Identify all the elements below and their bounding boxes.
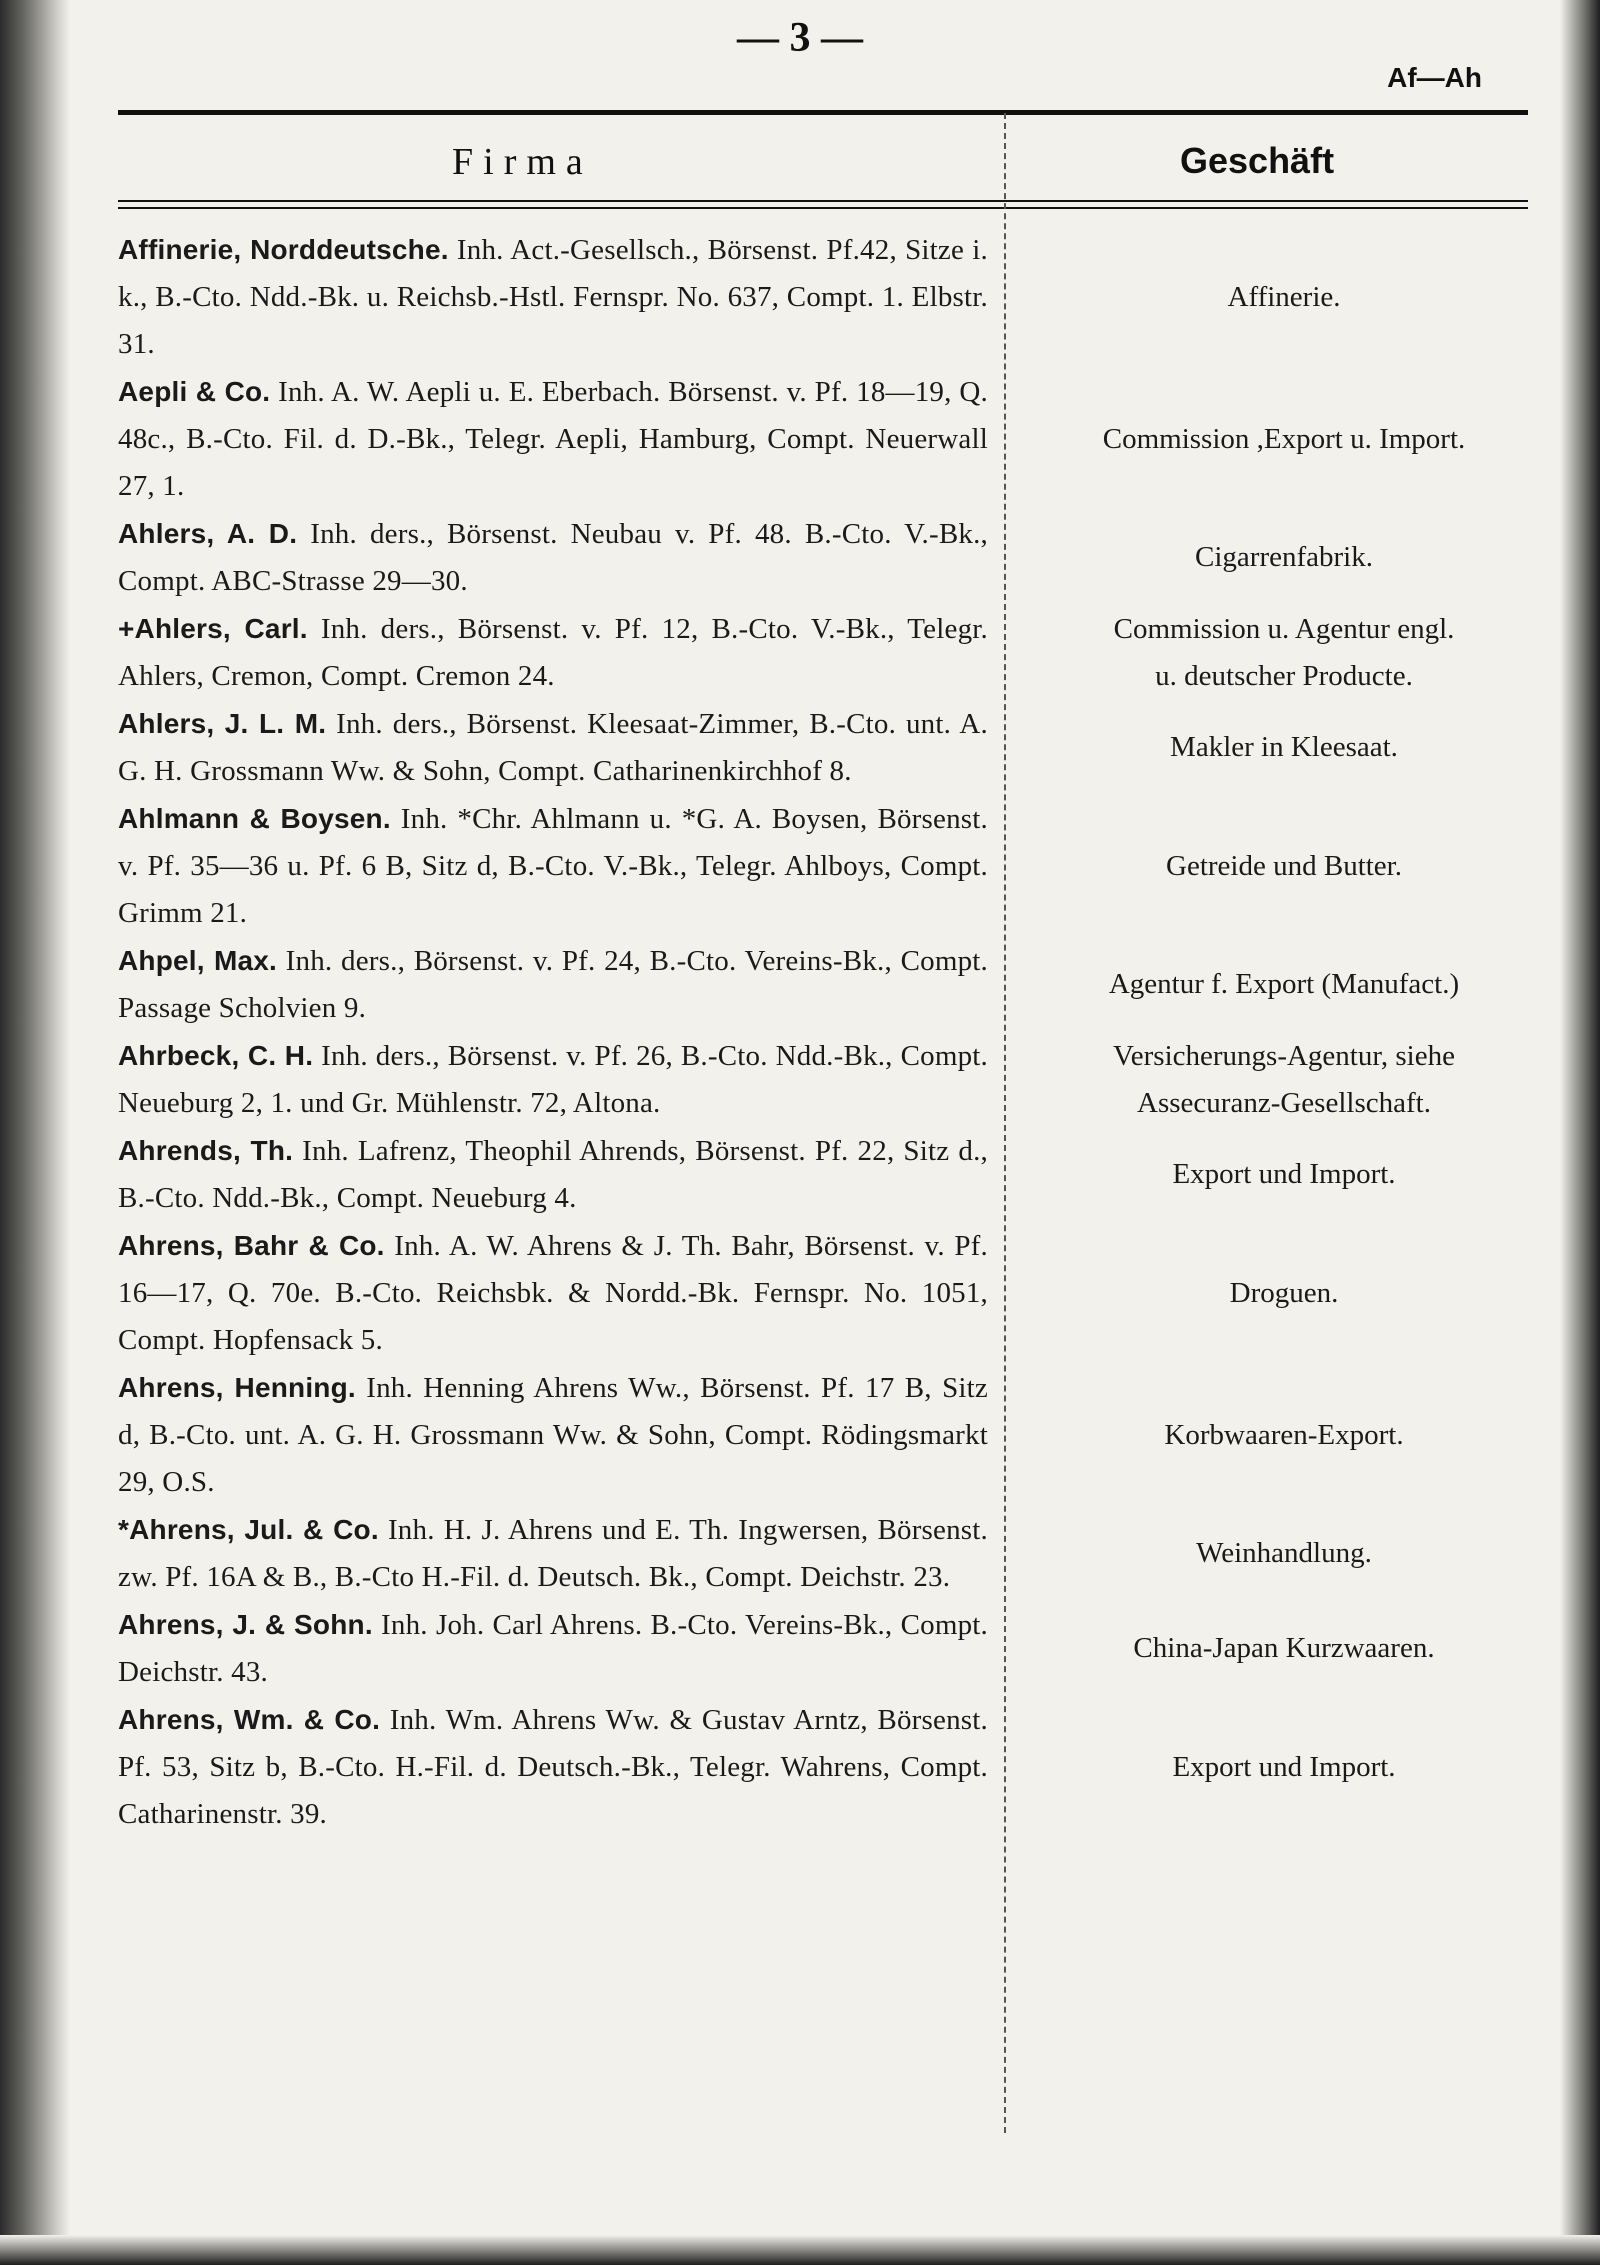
firm-cell (118, 510, 988, 605)
business-cell (1034, 700, 1534, 795)
business-line: Affinerie. (1227, 280, 1341, 313)
firm-cell (118, 605, 988, 700)
firm-name: Aepli & Co. (118, 376, 271, 407)
business-line: China-Japan Kurzwaaren. (1133, 1632, 1435, 1664)
alphabetical-range: Af—Ah (1387, 62, 1482, 93)
firm-details: Inh. Henning Ahrens Ww., Börsenst. Pf. 17 B, Sitz d, B.-Cto. unt. A. G. H. Grossmann Ww. & Sohn, Compt. Rödingsmarkt 29, O.S. (118, 1372, 988, 1498)
firm-cell (118, 1222, 988, 1364)
business-cell (1034, 795, 1534, 937)
firm-name: Ahrends, Th. (118, 1135, 294, 1166)
scan-edge-left (0, 0, 70, 2265)
column-header-firma: Firma (452, 141, 593, 183)
firm-name: Ahlers, J. L. M. (118, 708, 327, 739)
firm-cell (118, 1696, 988, 1838)
firm-cell (118, 700, 988, 795)
directory-entry (118, 937, 1600, 1032)
business-cell (1034, 1601, 1534, 1696)
business-cell (1034, 1506, 1534, 1601)
business-cell (1034, 937, 1534, 1032)
firm-cell (118, 795, 988, 937)
business-cell (1034, 1364, 1534, 1506)
firm-cell (118, 1127, 988, 1222)
directory-entry (118, 226, 1600, 368)
business-line: Commission ,Export u. Import. (1102, 422, 1466, 455)
directory-entry (118, 510, 1600, 605)
firm-name: Ahpel, Max. (118, 945, 277, 976)
scan-edge-bottom (0, 2235, 1600, 2265)
top-rule (118, 110, 1528, 115)
firm-details: Inh. A. W. Aepli u. E. Eberbach. Börsenst. v. Pf. 18—19, Q. 48c., B.-Cto. Fil. d. D.-Bk., Telegr. Aepli, Hamburg, Compt. Neuerwall 27, 1. (118, 376, 988, 502)
business-cell (1034, 368, 1534, 510)
column-header-geschaeft: Geschäft (1180, 140, 1335, 181)
firm-details: Inh. H. J. Ahrens und E. Th. Ingwersen, Börsenst. zw. Pf. 16A & B., B.-Cto H.-Fil. d. Deutsch. Bk., Compt. Deichstr. 23. (118, 1514, 989, 1593)
firm-name: *Ahrens, Jul. & Co. (118, 1514, 379, 1545)
directory-entry (118, 1364, 1600, 1506)
firm-cell (118, 226, 988, 368)
business-cell (1034, 605, 1534, 700)
business-line: Export und Import. (1172, 1158, 1396, 1190)
firm-details: Inh. ders., Börsenst. Neubau v. Pf. 48. B.-Cto. V.-Bk., Compt. ABC-Strasse 29—30. (118, 518, 988, 597)
directory-entry (118, 1222, 1600, 1364)
directory-entry (118, 1506, 1600, 1601)
firm-name: Ahlmann & Boysen. (118, 803, 391, 834)
firm-details: Inh. Wm. Ahrens Ww. & Gustav Arntz, Börsenst. Pf. 53, Sitz b, B.-Cto. H.-Fil. d. Deutsch.-Bk., Telegr. Wahrens, Compt. Catharinenstr. 39. (118, 1704, 988, 1830)
firm-cell (118, 1601, 988, 1696)
business-line: Agentur f. Export (Manufact.) (1108, 968, 1460, 1000)
business-cell (1034, 1222, 1534, 1364)
business-line: Korbwaaren-Export. (1164, 1418, 1404, 1451)
page-number: — 3 — (737, 15, 863, 61)
entry-list (118, 226, 1600, 1838)
firm-name: Ahrbeck, C. H. (118, 1040, 314, 1071)
directory-entry (118, 795, 1600, 937)
firm-details: Inh. A. W. Ahrens & J. Th. Bahr, Börsenst. v. Pf. 16—17, Q. 70e. B.-Cto. Reichsbk. & Nordd.-Bk. Fernspr. No. 1051, Compt. Hopfensack 5. (118, 1230, 988, 1356)
firm-details: Inh. ders., Börsenst. v. Pf. 26, B.-Cto. Ndd.-Bk., Compt. Neueburg 2, 1. und Gr. Mühlenstr. 72, Altona. (118, 1040, 988, 1119)
business-line: Droguen. (1229, 1276, 1339, 1309)
firm-cell (118, 1364, 988, 1506)
business-cell (1034, 1696, 1534, 1838)
business-line: Commission u. Agentur engl. (1113, 612, 1455, 645)
business-line: u. deutscher Producte. (1155, 659, 1413, 692)
firm-name: Affinerie, Norddeutsche. (118, 234, 449, 265)
directory-entry (118, 1032, 1600, 1127)
business-cell (1034, 510, 1534, 605)
header-rule-1 (118, 200, 1528, 202)
business-line: Getreide und Butter. (1166, 849, 1402, 882)
business-line: Assecuranz-Gesellschaft. (1137, 1086, 1431, 1119)
directory-entry (118, 605, 1600, 700)
business-line: Makler in Kleesaat. (1170, 731, 1398, 763)
firm-details: Inh. *Chr. Ahlmann u. *G. A. Boysen, Börsenst. v. Pf. 35—36 u. Pf. 6 B, Sitz d, B.-Cto. V.-Bk., Telegr. Ahlboys, Compt. Grimm 21. (118, 803, 988, 929)
header-rule-2 (118, 207, 1528, 209)
firm-details: Inh. Lafrenz, Theophil Ahrends, Börsenst. Pf. 22, Sitz d., B.-Cto. Ndd.-Bk., Compt. Neueburg 4. (118, 1135, 988, 1214)
business-cell (1034, 226, 1534, 368)
firm-name: Ahrens, J. & Sohn. (118, 1609, 373, 1640)
business-cell (1034, 1127, 1534, 1222)
firm-cell (118, 1506, 988, 1601)
directory-entry (118, 700, 1600, 795)
firm-details: Inh. Joh. Carl Ahrens. B.-Cto. Vereins-Bk., Compt. Deichstr. 43. (118, 1609, 988, 1688)
business-line: Versicherungs-Agentur, siehe (1113, 1039, 1455, 1072)
directory-entry (118, 368, 1600, 510)
business-cell (1034, 1032, 1534, 1127)
directory-entry (118, 1601, 1600, 1696)
business-line: Export und Import. (1172, 1750, 1396, 1783)
firm-name: Ahlers, A. D. (118, 518, 298, 549)
firm-name: Ahrens, Henning. (118, 1372, 356, 1403)
business-line: Cigarrenfabrik. (1195, 541, 1373, 573)
firm-cell (118, 368, 988, 510)
firm-name: Ahrens, Wm. & Co. (118, 1704, 381, 1735)
business-line: Weinhandlung. (1196, 1537, 1372, 1569)
directory-entry (118, 1127, 1600, 1222)
firm-name: Ahrens, Bahr & Co. (118, 1230, 385, 1261)
directory-entry (118, 1696, 1600, 1838)
firm-cell (118, 1032, 988, 1127)
firm-details: Inh. ders., Börsenst. v. Pf. 12, B.-Cto. V.-Bk., Telegr. Ahlers, Cremon, Compt. Cremon 24. (118, 613, 988, 692)
firm-cell (118, 937, 988, 1032)
firm-name: +Ahlers, Carl. (118, 613, 308, 644)
firm-details: Inh. ders., Börsenst. Kleesaat-Zimmer, B.-Cto. unt. A. G. H. Grossmann Ww. & Sohn, Compt. Catharinenkirchhof 8. (118, 708, 988, 787)
firm-details: Inh. Act.-Gesellsch., Börsenst. Pf.42, Sitze i. k., B.-Cto. Ndd.-Bk. u. Reichsb.-Hstl. Fernspr. No. 637, Compt. 1. Elbstr. 31. (118, 234, 988, 360)
firm-details: Inh. ders., Börsenst. v. Pf. 24, B.-Cto. Vereins-Bk., Compt. Passage Scholvien 9. (118, 945, 988, 1024)
